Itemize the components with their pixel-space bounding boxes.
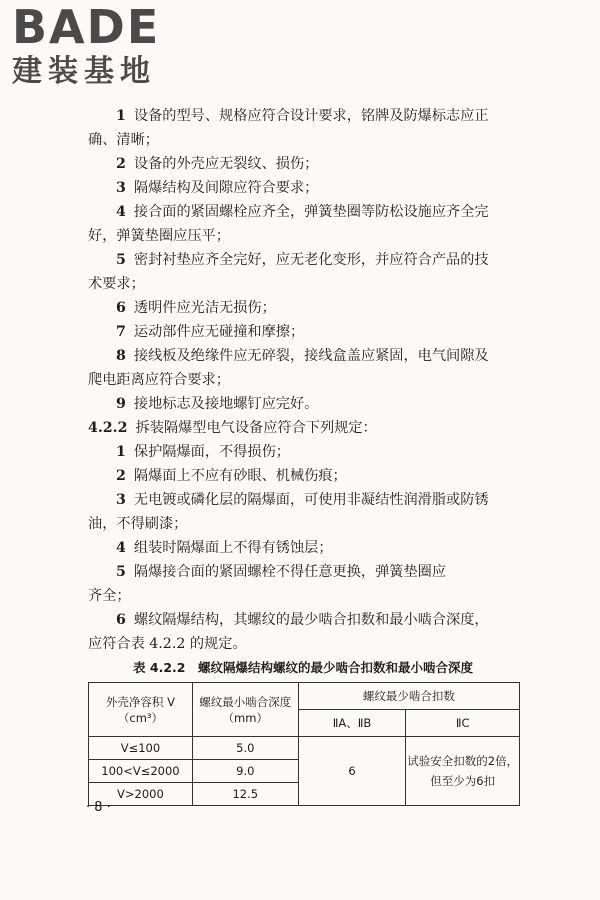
list-item-continuation: 好，弹簧垫圈应压平； — [88, 228, 230, 244]
bade-logo — [12, 2, 192, 94]
list-item: 4 接合面的紧固螺栓应齐全，弹簧垫圈等防松设施应齐全完 — [116, 204, 489, 220]
header-turns: 螺纹最少啮合扣数 — [298, 683, 519, 710]
list-item-continuation: 爬电距离应符合要求； — [88, 372, 230, 388]
cell-depth: 9.0 — [192, 760, 298, 783]
list-item-continuation: 术要求； — [88, 276, 145, 292]
cell-turns-c: 试验安全扣数的2倍，但至少为6扣 — [406, 737, 520, 806]
section-heading: 4.2.2 拆装隔爆型电气设备应符合下列规定： — [88, 420, 377, 436]
list-item-continuation: 确、清晰； — [88, 132, 159, 148]
list-item-continuation: 齐全； — [88, 588, 131, 604]
list-item: 5 隔爆接合面的紧固螺栓不得任意更换，弹簧垫圈应 — [116, 564, 447, 580]
list-item: 4 组装时隔爆面上不得有锈蚀层； — [116, 540, 333, 556]
cell-depth: 12.5 — [192, 783, 298, 806]
logo-wordmark: BADE — [12, 0, 161, 54]
cell-volume: V≤100 — [89, 737, 193, 760]
cell-volume: 100<V≤2000 — [89, 760, 193, 783]
list-item: 6 透明件应光洁无损伤； — [116, 300, 276, 316]
list-item-continuation: 应符合表 4.2.2 的规定。 — [88, 636, 247, 652]
list-item: 8 接线板及绝缘件应无碎裂，接线盒盖应紧固，电气间隙及 — [116, 348, 489, 364]
cell-volume: V>2000 — [89, 783, 193, 806]
list-item: 3 无电镀或磷化层的隔爆面，可使用非凝结性润滑脂或防锈 — [116, 492, 489, 508]
cell-turns-ab: 6 — [298, 737, 406, 806]
list-item: 3 隔爆结构及间隙应符合要求； — [116, 180, 319, 196]
header-group-ab: ⅡA、ⅡB — [298, 710, 406, 737]
list-item: 1 设备的型号、规格应符合设计要求，铭牌及防爆标志应正 — [116, 108, 489, 124]
header-group-c: ⅡC — [406, 710, 520, 737]
header-volume: 外壳净容积 V （cm³） — [89, 683, 193, 737]
document-body — [88, 104, 518, 656]
list-item: 6 螺纹隔爆结构，其螺纹的最少啮合扣数和最小啮合深度， — [116, 612, 489, 628]
page-number: · 8 · — [86, 800, 111, 815]
list-item: 2 设备的外壳应无裂纹、损伤； — [116, 156, 319, 172]
cell-depth: 5.0 — [192, 737, 298, 760]
list-item: 7 运动部件应无碰撞和摩擦； — [116, 324, 305, 340]
list-item: 5 密封衬垫应齐全完好，应无老化变形，并应符合产品的技 — [116, 252, 489, 268]
list-item: 1 保护隔爆面，不得损伤； — [116, 444, 290, 460]
table-caption: 表 4.2.2 螺纹隔爆结构螺纹的最少啮合扣数和最小啮合深度 — [133, 660, 473, 675]
logo-subtitle: 建装基地 — [12, 54, 156, 89]
thread-engagement-table — [88, 682, 520, 806]
list-item-continuation: 油，不得刷漆； — [88, 516, 188, 532]
list-item: 9 接地标志及接地螺钉应完好。 — [116, 396, 319, 412]
list-item: 2 隔爆面上不应有砂眼、机械伤痕； — [116, 468, 347, 484]
header-depth: 螺纹最小啮合深度 （mm） — [192, 683, 298, 737]
